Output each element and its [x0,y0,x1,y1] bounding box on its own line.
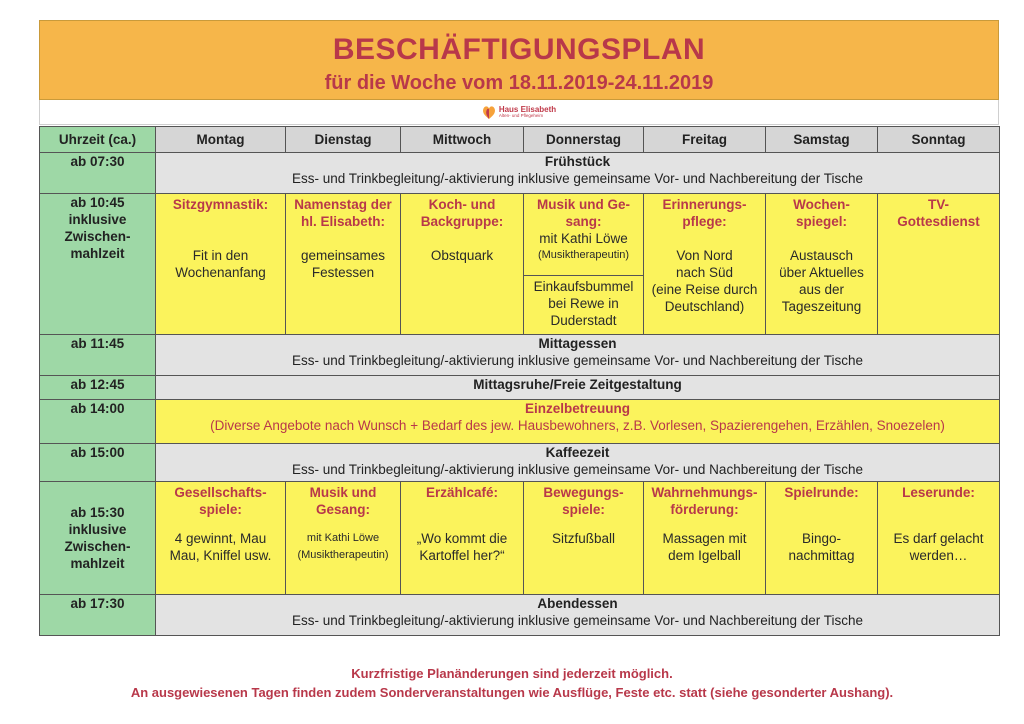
table-row [40,400,1000,444]
table-row [40,335,1000,376]
time-cell: ab 07:30 [40,153,156,194]
meal-description: Ess- und Trinkbegleitung/-aktivierung inklusive gemeinsame Vor- und Nachbereitung der Tische [291,171,864,186]
time-cell: ab 15:00 [40,444,156,482]
activity-cell-thursday: Musik und Ge- sang: mit Kathi Löwe (Musiktherapeutin) Einkaufsbummel bei Rewe in Duderstadt [524,194,644,335]
time-cell: ab 15:30 inklusive Zwischen- mahlzeit [40,482,156,595]
time-cell: ab 14:00 [40,400,156,444]
schedule-table [39,126,1000,636]
column-header-friday: Freitag [644,127,766,153]
activity-cell-sunday: TV- Gottesdienst [878,194,1000,335]
table-row [40,153,1000,194]
footer-line-1: Kurzfristige Planänderungen sind jederzeit möglich. [351,666,673,681]
footer-notes [0,664,1024,702]
coffee-cell [156,444,1000,482]
meal-title: Mittagessen [538,336,617,351]
activity-cell-friday: Wahrnehmungs- förderung: Massagen mit dem Igelball [644,482,766,595]
meal-title: Kaffeezeit [545,445,610,460]
table-row [40,376,1000,400]
rest-cell: Mittagsruhe/Freie Zeitgestaltung [156,376,1000,400]
table-row [40,482,1000,595]
week-subtitle: für die Woche vom 18.11.2019-24.11.2019 [324,72,714,94]
logo [482,104,556,120]
logo-bar [39,100,999,125]
meal-title: Frühstück [544,154,611,169]
activity-cell-wednesday: Erzählcafé: „Wo kommt die Kartoffel her?“ [401,482,524,595]
meal-description: Ess- und Trinkbegleitung/-aktivierung inklusive gemeinsame Vor- und Nachbereitung der Tische [291,462,864,477]
table-row [40,595,1000,636]
time-cell: ab 11:45 [40,335,156,376]
table-row [40,444,1000,482]
time-cell: ab 10:45 inklusive Zwischen- mahlzeit [40,194,156,335]
footer-line-2: An ausgewiesenen Tagen finden zudem Sonderveranstaltungen wie Ausflüge, Feste etc. statt (siehe gesonderter Aushang). [130,685,894,700]
meal-description: Ess- und Trinkbegleitung/-aktivierung inklusive gemeinsame Vor- und Nachbereitung der Tische [291,353,864,368]
activity-cell-thursday: Bewegungs- spiele: Sitzfußball [524,482,644,595]
time-cell: ab 17:30 [40,595,156,636]
plan-header [39,20,999,100]
column-header-thursday: Donnerstag [524,127,644,153]
time-cell: ab 12:45 [40,376,156,400]
table-row [40,194,1000,335]
activity-cell-saturday: Spielrunde: Bingo- nachmittag [766,482,878,595]
activity-cell-sunday: Leserunde: Es darf gelacht werden… [878,482,1000,595]
logo-name: Haus Elisabeth [498,104,557,114]
meal-title: Abendessen [537,596,618,611]
activity-cell-monday: Sitzgymnastik: Fit in den Wochenanfang [156,194,286,335]
page-title: BESCHÄFTIGUNGSPLAN [332,33,706,66]
column-header-saturday: Samstag [766,127,878,153]
logo-subtitle: Alten- und Pflegeheim [498,112,544,118]
column-header-tuesday: Dienstag [286,127,401,153]
activity-cell-saturday: Wochen- spiegel: Austausch über Aktuelles aus der Tageszeitung [766,194,878,335]
breakfast-cell [156,153,1000,194]
activity-cell-tuesday: Namenstag der hl. Elisabeth: gemeinsames Festessen [286,194,401,335]
meal-description: Ess- und Trinkbegleitung/-aktivierung inklusive gemeinsame Vor- und Nachbereitung der Tische [291,613,864,628]
lunch-cell [156,335,1000,376]
activity-cell-wednesday: Koch- und Backgruppe: Obstquark [401,194,524,335]
column-header-time: Uhrzeit (ca.) [40,127,156,153]
table-header-row [40,127,1000,153]
activity-cell-friday: Erinnerungs- pflege: Von Nord nach Süd (eine Reise durch Deutschland) [644,194,766,335]
activity-cell-tuesday: Musik und Gesang: mit Kathi Löwe (Musiktherapeutin) [286,482,401,595]
column-header-monday: Montag [156,127,286,153]
activity-cell-monday: Gesellschafts- spiele: 4 gewinnt, Mau Mau, Kniffel usw. [156,482,286,595]
column-header-wednesday: Mittwoch [401,127,524,153]
column-header-sunday: Sonntag [878,127,1000,153]
heart-logo-icon [482,104,496,120]
care-title: Einzelbetreuung [524,401,630,416]
individual-care-cell [156,400,1000,444]
care-description: (Diverse Angebote nach Wunsch + Bedarf des jew. Hausbewohners, z.B. Vorlesen, Spazierengehen, Erzählen, Snoezelen) [210,418,945,433]
dinner-cell [156,595,1000,636]
